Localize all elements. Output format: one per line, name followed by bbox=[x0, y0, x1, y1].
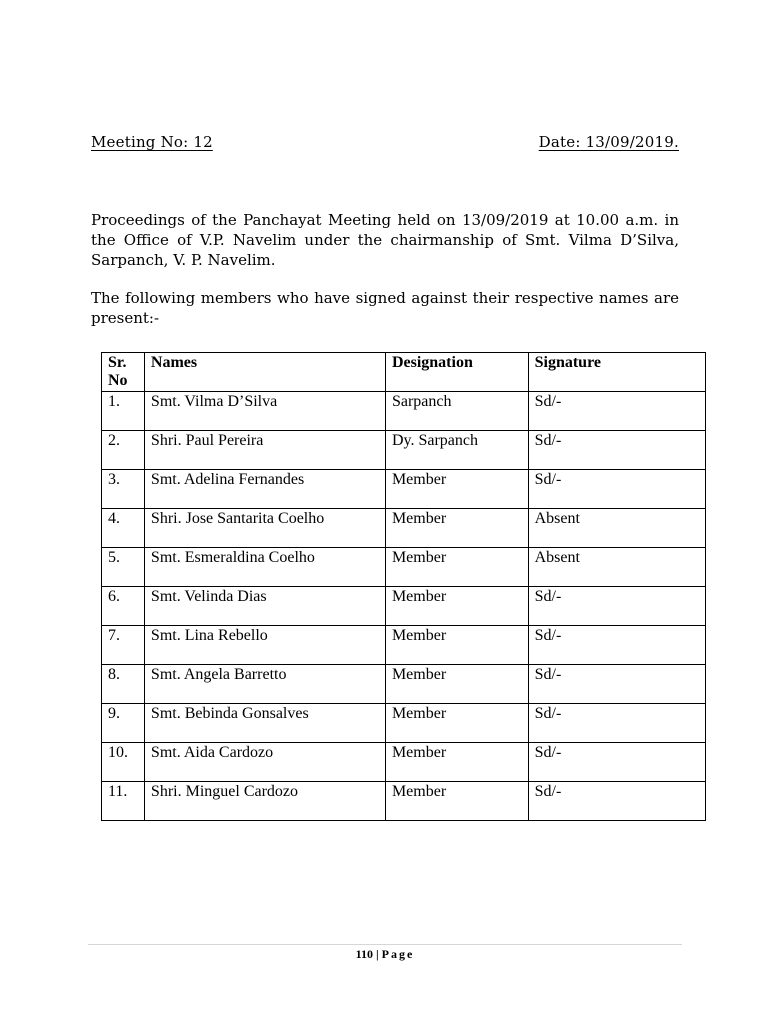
cell-sr-no: 4. bbox=[102, 509, 145, 548]
cell-sr-no: 3. bbox=[102, 470, 145, 509]
cell-sr-no: 9. bbox=[102, 704, 145, 743]
page-label: Page bbox=[381, 947, 415, 961]
cell-designation: Member bbox=[385, 626, 528, 665]
cell-name: Smt. Esmeraldina Coelho bbox=[144, 548, 385, 587]
page-number: 110 bbox=[355, 947, 374, 961]
page-separator: | bbox=[373, 947, 382, 961]
cell-name: Smt. Vilma D’Silva bbox=[144, 392, 385, 431]
cell-signature: Absent bbox=[528, 509, 705, 548]
page-footer bbox=[0, 947, 770, 962]
cell-signature: Sd/- bbox=[528, 587, 705, 626]
meeting-header bbox=[91, 133, 679, 153]
cell-name: Smt. Adelina Fernandes bbox=[144, 470, 385, 509]
table-row bbox=[102, 782, 706, 821]
table-row bbox=[102, 743, 706, 782]
table-row bbox=[102, 548, 706, 587]
cell-sr-no: 2. bbox=[102, 431, 145, 470]
cell-signature: Sd/- bbox=[528, 431, 705, 470]
members-table bbox=[101, 352, 706, 821]
cell-name: Smt. Lina Rebello bbox=[144, 626, 385, 665]
header-designation: Designation bbox=[385, 353, 528, 392]
cell-sr-no: 5. bbox=[102, 548, 145, 587]
cell-designation: Dy. Sarpanch bbox=[385, 431, 528, 470]
cell-name: Smt. Bebinda Gonsalves bbox=[144, 704, 385, 743]
cell-designation: Member bbox=[385, 470, 528, 509]
members-intro-paragraph: The following members who have signed against their respective names are present:- bbox=[91, 289, 679, 327]
cell-signature: Sd/- bbox=[528, 665, 705, 704]
cell-name: Smt. Aida Cardozo bbox=[144, 743, 385, 782]
cell-sr-no: 7. bbox=[102, 626, 145, 665]
cell-sr-no: 1. bbox=[102, 392, 145, 431]
table-header-row bbox=[102, 353, 706, 392]
cell-name: Smt. Angela Barretto bbox=[144, 665, 385, 704]
table-row bbox=[102, 470, 706, 509]
meeting-date: Date: 13/09/2019. bbox=[538, 133, 679, 151]
cell-signature: Sd/- bbox=[528, 782, 705, 821]
cell-designation: Member bbox=[385, 782, 528, 821]
cell-sr-no: 8. bbox=[102, 665, 145, 704]
cell-designation: Member bbox=[385, 743, 528, 782]
cell-sr-no: 10. bbox=[102, 743, 145, 782]
table-row bbox=[102, 665, 706, 704]
cell-name: Shri. Minguel Cardozo bbox=[144, 782, 385, 821]
table-row bbox=[102, 704, 706, 743]
cell-signature: Sd/- bbox=[528, 743, 705, 782]
cell-signature: Sd/- bbox=[528, 704, 705, 743]
header-names: Names bbox=[144, 353, 385, 392]
proceedings-paragraph: Proceedings of the Panchayat Meeting held on 13/09/2019 at 10.00 a.m. in the Office of V.P. Navelim under the chairmanship of Smt. Vilma D’Silva, Sarpanch, V. P. Navelim. bbox=[91, 211, 679, 269]
cell-designation: Member bbox=[385, 548, 528, 587]
cell-signature: Sd/- bbox=[528, 392, 705, 431]
table-row bbox=[102, 509, 706, 548]
cell-signature: Absent bbox=[528, 548, 705, 587]
meeting-number: Meeting No: 12 bbox=[91, 133, 213, 151]
cell-designation: Sarpanch bbox=[385, 392, 528, 431]
cell-name: Smt. Velinda Dias bbox=[144, 587, 385, 626]
cell-designation: Member bbox=[385, 665, 528, 704]
cell-name: Shri. Paul Pereira bbox=[144, 431, 385, 470]
footer-divider bbox=[88, 944, 682, 945]
cell-sr-no: 11. bbox=[102, 782, 145, 821]
table-row bbox=[102, 626, 706, 665]
header-sr-no: Sr. No bbox=[102, 353, 145, 392]
cell-designation: Member bbox=[385, 587, 528, 626]
cell-name: Shri. Jose Santarita Coelho bbox=[144, 509, 385, 548]
table-row bbox=[102, 392, 706, 431]
table-row bbox=[102, 431, 706, 470]
cell-signature: Sd/- bbox=[528, 626, 705, 665]
table-row bbox=[102, 587, 706, 626]
cell-designation: Member bbox=[385, 704, 528, 743]
cell-signature: Sd/- bbox=[528, 470, 705, 509]
cell-sr-no: 6. bbox=[102, 587, 145, 626]
cell-designation: Member bbox=[385, 509, 528, 548]
header-signature: Signature bbox=[528, 353, 705, 392]
